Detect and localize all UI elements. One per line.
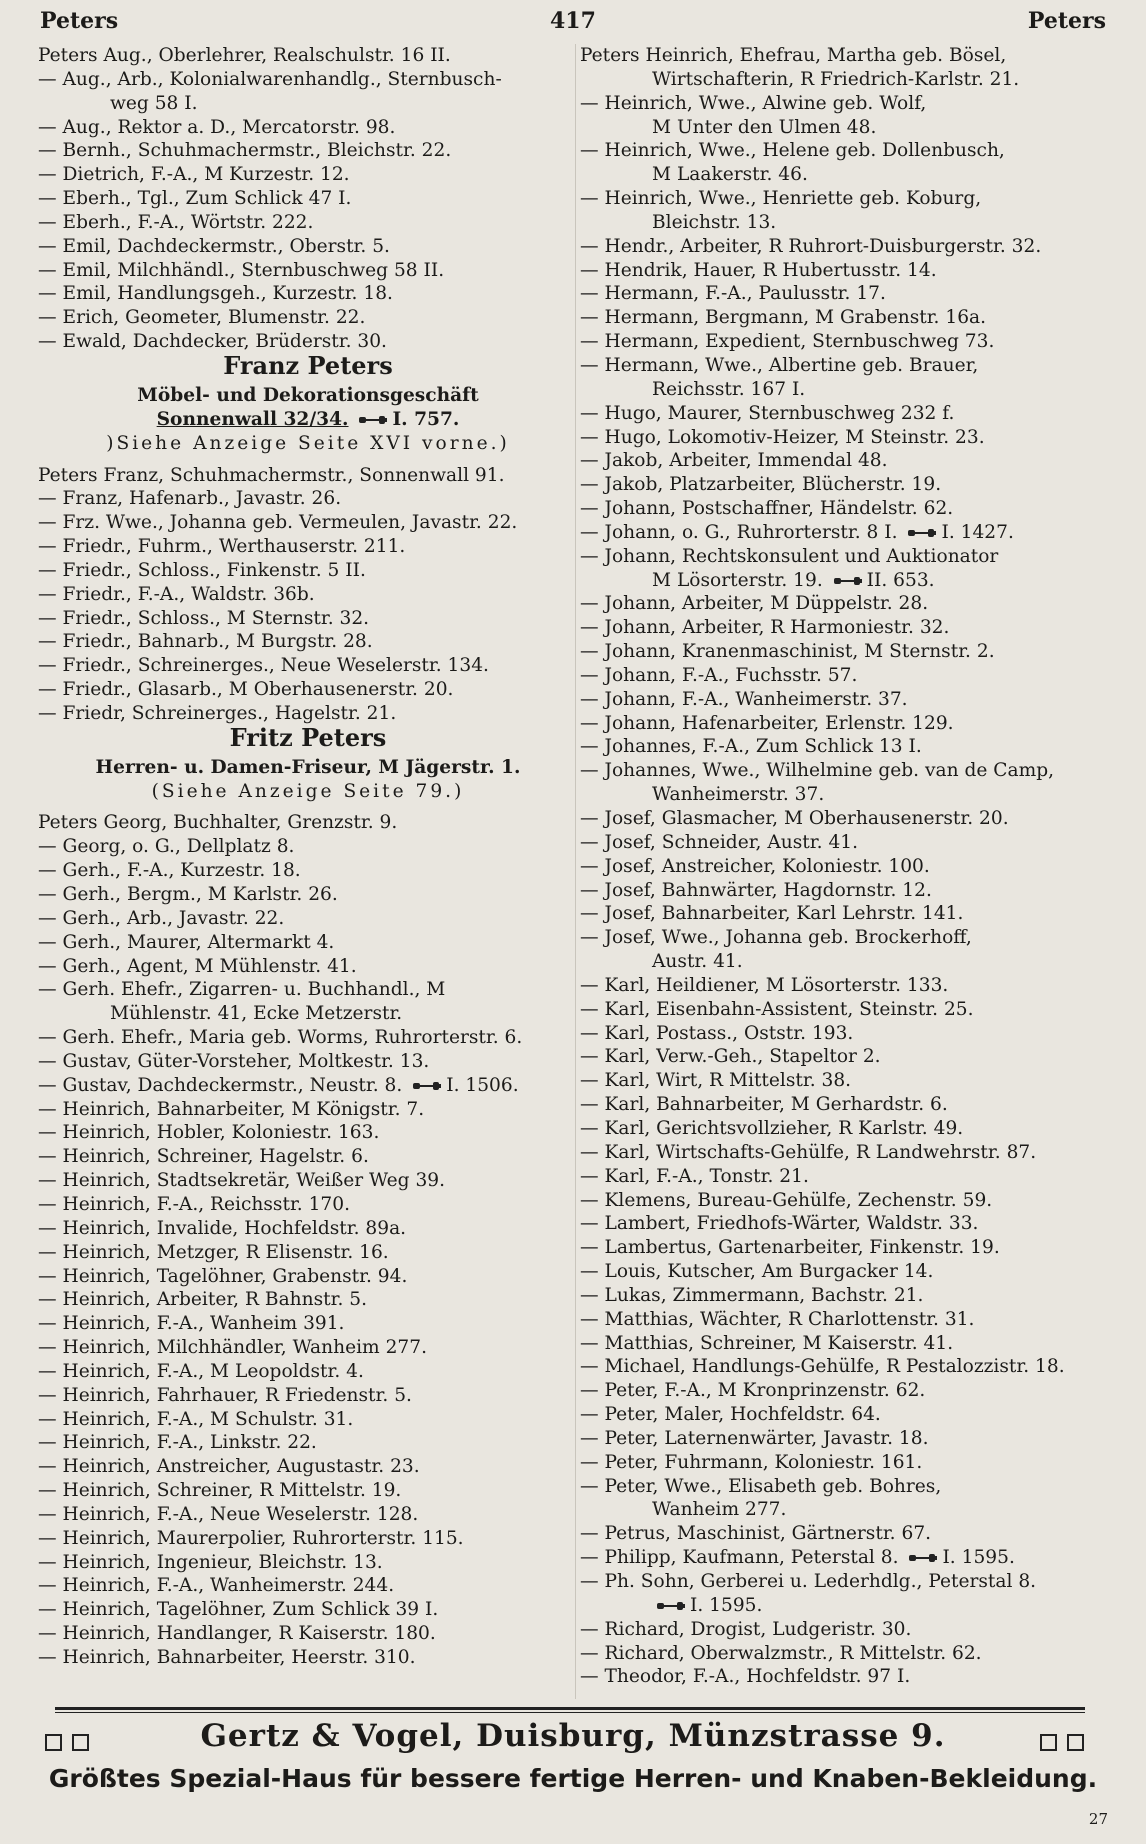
entry-text: — Michael, Handlungs-Gehülfe, R Pestalozzistr. 18. bbox=[580, 1356, 1065, 1378]
entry-text: — Johann, Kranenmaschinist, M Sternstr. 2. bbox=[580, 641, 995, 663]
directory-line bbox=[38, 978, 578, 1002]
directory-line bbox=[580, 1069, 1120, 1093]
entry-text: — Gerh., Agent, M Mühlenstr. 41. bbox=[38, 955, 357, 977]
directory-line bbox=[38, 511, 578, 535]
directory-line bbox=[580, 235, 1120, 259]
directory-line bbox=[580, 378, 1120, 402]
directory-line bbox=[38, 756, 578, 780]
directory-line bbox=[580, 712, 1120, 736]
entry-text: — Peter, Maler, Hochfeldstr. 64. bbox=[580, 1404, 881, 1426]
entry-text: — Friedr, Schreinerges., Hagelstr. 21. bbox=[38, 702, 397, 724]
directory-line bbox=[38, 1360, 578, 1384]
directory-line bbox=[580, 1022, 1120, 1046]
directory-line bbox=[580, 1618, 1120, 1642]
directory-line bbox=[38, 235, 578, 259]
directory-line bbox=[580, 664, 1120, 688]
directory-line bbox=[580, 1260, 1120, 1284]
directory-line bbox=[580, 783, 1120, 807]
entry-text: — Gerh. Ehefr., Zigarren- u. Buchhandl., M bbox=[38, 979, 446, 1001]
entry-text: — Friedr., Fuhrm., Werthauserstr. 211. bbox=[38, 536, 406, 558]
entry-text: — Heinrich, F.-A., Wanheim 391. bbox=[38, 1313, 345, 1335]
entry-text: — Hermann, Wwe., Albertine geb. Brauer, bbox=[580, 354, 979, 376]
directory-line bbox=[38, 1646, 578, 1670]
telephone-receiver-icon bbox=[358, 414, 388, 426]
directory-line bbox=[38, 1074, 578, 1098]
phone-number: I. 1427. bbox=[941, 521, 1014, 543]
directory-line bbox=[580, 1379, 1120, 1403]
directory-line bbox=[38, 92, 578, 116]
entry-text: — Friedr., Bahnarb., M Burgstr. 28. bbox=[38, 631, 373, 653]
entry-text: — Peter, F.-A., M Kronprinzenstr. 62. bbox=[580, 1380, 926, 1402]
directory-line bbox=[580, 211, 1120, 235]
entry-text: — Aug., Arb., Kolonialwarenhandlg., Sternbusch- bbox=[38, 68, 502, 90]
directory-line bbox=[38, 1241, 578, 1265]
directory-line bbox=[580, 426, 1120, 450]
directory-line bbox=[38, 1288, 578, 1312]
entry-text: — Heinrich, F.-A., Wanheimerstr. 244. bbox=[38, 1575, 395, 1597]
entry-text: — Heinrich, Schreiner, Hagelstr. 6. bbox=[38, 1146, 369, 1168]
entry-text: — Gustav, Dachdeckermstr., Neustr. 8. bbox=[38, 1074, 403, 1096]
phone-number: I. 757. bbox=[392, 408, 460, 430]
entry-text: — Heinrich, F.-A., Linkstr. 22. bbox=[38, 1432, 317, 1454]
entry-text: — Karl, F.-A., Tonstr. 21. bbox=[580, 1165, 809, 1187]
entry-text: Herren- u. Damen-Friseur, M Jägerstr. 1. bbox=[95, 756, 521, 778]
directory-line bbox=[580, 1498, 1120, 1522]
entry-text: Wirtschafterin, R Friedrich-Karlstr. 21. bbox=[652, 68, 1020, 90]
entry-text: — Friedr., F.-A., Waldstr. 36b. bbox=[38, 583, 315, 605]
directory-line bbox=[580, 592, 1120, 616]
directory-line bbox=[580, 1475, 1120, 1499]
entry-text: — Johann, Hafenarbeiter, Erlenstr. 129. bbox=[580, 712, 954, 734]
directory-line bbox=[38, 835, 578, 859]
directory-line bbox=[580, 306, 1120, 330]
directory-line bbox=[38, 931, 578, 955]
directory-line bbox=[38, 44, 578, 68]
directory-line bbox=[580, 92, 1120, 116]
directory-line bbox=[38, 456, 578, 464]
entry-text: — Heinrich, F.-A., Reichsstr. 170. bbox=[38, 1193, 351, 1215]
entry-text: — Heinrich, Wwe., Henriette geb. Koburg, bbox=[580, 188, 982, 210]
directory-line bbox=[580, 950, 1120, 974]
directory-line bbox=[38, 1384, 578, 1408]
directory-line bbox=[580, 1236, 1120, 1260]
entry-text: — Heinrich, Wwe., Alwine geb. Wolf, bbox=[580, 92, 927, 114]
directory-line bbox=[580, 1403, 1120, 1427]
entry-text: — Franz, Hafenarb., Javastr. 26. bbox=[38, 488, 342, 510]
entry-text: — Heinrich, Invalide, Hochfeldstr. 89a. bbox=[38, 1217, 407, 1239]
entry-text: — Heinrich, Hobler, Koloniestr. 163. bbox=[38, 1122, 380, 1144]
directory-line bbox=[580, 497, 1120, 521]
entry-text: — Heinrich, Fahrhauer, R Friedenstr. 5. bbox=[38, 1384, 412, 1406]
footer-rule-thin bbox=[55, 1712, 1085, 1713]
directory-line bbox=[38, 803, 578, 811]
directory-line bbox=[580, 879, 1120, 903]
entry-text: — Friedr., Schreinerges., Neue Weselerstr. 134. bbox=[38, 655, 489, 677]
directory-line bbox=[580, 330, 1120, 354]
entry-text: — Jakob, Arbeiter, Immendal 48. bbox=[580, 450, 888, 472]
directory-line bbox=[38, 464, 578, 488]
entry-text: Bleichstr. 13. bbox=[652, 211, 777, 233]
directory-line bbox=[580, 44, 1120, 68]
entry-text: — Heinrich, Ingenieur, Bleichstr. 13. bbox=[38, 1551, 383, 1573]
directory-line bbox=[580, 855, 1120, 879]
entry-text: Austr. 41. bbox=[652, 951, 743, 973]
entry-text: M Unter den Ulmen 48. bbox=[652, 116, 877, 138]
entry-text: — Heinrich, Milchhändler, Wanheim 277. bbox=[38, 1337, 427, 1359]
directory-line bbox=[38, 654, 578, 678]
entry-text: — Johann, Arbeiter, R Harmoniestr. 32. bbox=[580, 617, 950, 639]
directory-line bbox=[580, 1522, 1120, 1546]
entry-text: — Heinrich, Schreiner, R Mittelstr. 19. bbox=[38, 1480, 402, 1502]
directory-line bbox=[580, 68, 1120, 92]
directory-line bbox=[38, 955, 578, 979]
directory-line bbox=[580, 187, 1120, 211]
directory-line bbox=[38, 607, 578, 631]
entry-text: — Gerh., F.-A., Kurzestr. 18. bbox=[38, 860, 301, 882]
entry-text: — Johann, Postschaffner, Händelstr. 62. bbox=[580, 498, 954, 520]
entry-text: — Heinrich, Stadtsekretär, Weißer Weg 39. bbox=[38, 1170, 446, 1192]
directory-line bbox=[580, 735, 1120, 759]
directory-line bbox=[580, 1117, 1120, 1141]
directory-line bbox=[580, 902, 1120, 926]
directory-line bbox=[38, 630, 578, 654]
entry-text: M Laakerstr. 46. bbox=[652, 164, 808, 186]
directory-line bbox=[580, 163, 1120, 187]
entry-text: — Josef, Wwe., Johanna geb. Brockerhoff, bbox=[580, 927, 972, 949]
directory-line bbox=[38, 306, 578, 330]
directory-line bbox=[38, 1455, 578, 1479]
entry-text: — Emil, Handlungsgeh., Kurzestr. 18. bbox=[38, 283, 393, 305]
directory-line bbox=[580, 974, 1120, 998]
directory-line bbox=[38, 883, 578, 907]
directory-line bbox=[580, 807, 1120, 831]
directory-line bbox=[38, 583, 578, 607]
entry-text: — Johann, F.-A., Wanheimerstr. 37. bbox=[580, 688, 908, 710]
entry-text: — Karl, Gerichtsvollzieher, R Karlstr. 49. bbox=[580, 1117, 964, 1139]
entry-text: — Gerh., Maurer, Altermarkt 4. bbox=[38, 931, 335, 953]
entry-text: — Josef, Bahnarbeiter, Karl Lehrstr. 141. bbox=[580, 903, 964, 925]
entry-text: — Johannes, F.-A., Zum Schlick 13 I. bbox=[580, 736, 922, 758]
entry-text: — Peter, Fuhrmann, Koloniestr. 161. bbox=[580, 1451, 923, 1473]
directory-line bbox=[38, 535, 578, 559]
directory-line bbox=[38, 1503, 578, 1527]
entry-text: — Karl, Postass., Oststr. 193. bbox=[580, 1022, 854, 1044]
directory-line bbox=[580, 1212, 1120, 1236]
directory-line bbox=[580, 1189, 1120, 1213]
directory-line bbox=[580, 259, 1120, 283]
directory-line bbox=[38, 163, 578, 187]
directory-line bbox=[580, 569, 1120, 593]
entry-text: — Heinrich, Tagelöhner, Grabenstr. 94. bbox=[38, 1265, 408, 1287]
telephone-receiver-icon bbox=[907, 527, 937, 539]
entry-text: — Heinrich, Bahnarbeiter, M Königstr. 7. bbox=[38, 1098, 425, 1120]
directory-line bbox=[580, 282, 1120, 306]
directory-line bbox=[580, 1141, 1120, 1165]
page-header bbox=[0, 8, 1146, 38]
entry-text: — Heinrich, F.-A., M Schulstr. 31. bbox=[38, 1408, 354, 1430]
directory-line bbox=[38, 1574, 578, 1598]
directory-line bbox=[38, 211, 578, 235]
entry-text: Peters Heinrich, Ehefrau, Martha geb. Bösel, bbox=[580, 45, 1007, 66]
directory-line bbox=[38, 1408, 578, 1432]
entry-text: — Louis, Kutscher, Am Burgacker 14. bbox=[580, 1261, 934, 1283]
entry-text: )Siehe Anzeige Seite XVI vorne.) bbox=[106, 432, 510, 454]
entry-text: — Hendr., Arbeiter, R Ruhrort-Duisburgerstr. 32. bbox=[580, 235, 1042, 257]
directory-line bbox=[38, 780, 578, 804]
directory-line bbox=[38, 1431, 578, 1455]
entry-text: — Heinrich, F.-A., Neue Weselerstr. 128. bbox=[38, 1503, 419, 1525]
directory-line bbox=[580, 473, 1120, 497]
header-left: Peters bbox=[40, 8, 119, 34]
directory-line bbox=[38, 408, 578, 432]
directory-line bbox=[580, 116, 1120, 140]
entry-text: — Ph. Sohn, Gerberei u. Lederhdlg., Peterstal 8. bbox=[580, 1571, 1037, 1592]
entry-text: — Peter, Laternenwärter, Javastr. 18. bbox=[580, 1427, 929, 1449]
entry-text: — Heinrich, Tagelöhner, Zum Schlick 39 I. bbox=[38, 1599, 439, 1621]
directory-line bbox=[38, 350, 578, 384]
entry-text: — Hugo, Maurer, Sternbuschweg 232 f. bbox=[580, 402, 955, 424]
directory-line bbox=[580, 1332, 1120, 1356]
phone-number: II. 653. bbox=[866, 569, 935, 591]
entry-text: — Gustav, Güter-Vorsteher, Moltkestr. 13. bbox=[38, 1050, 430, 1072]
telephone-receiver-icon bbox=[656, 1600, 686, 1612]
entry-text: — Klemens, Bureau-Gehülfe, Zechenstr. 59. bbox=[580, 1189, 993, 1211]
entry-text: — Georg, o. G., Dellplatz 8. bbox=[38, 836, 295, 858]
entry-text: — Karl, Wirtschafts-Gehülfe, R Landwehrstr. 87. bbox=[580, 1141, 1037, 1163]
left-column bbox=[38, 44, 578, 1670]
entry-text: — Frz. Wwe., Johanna geb. Vermeulen, Javastr. 22. bbox=[38, 512, 518, 534]
directory-line bbox=[38, 907, 578, 931]
entry-text: — Karl, Bahnarbeiter, M Gerhardstr. 6. bbox=[580, 1094, 948, 1116]
header-page-number: 417 bbox=[550, 8, 596, 34]
entry-text: — Erich, Geometer, Blumenstr. 22. bbox=[38, 307, 366, 329]
signature-number: 27 bbox=[1088, 1810, 1108, 1828]
directory-line bbox=[580, 1045, 1120, 1069]
entry-text: — Bernh., Schuhmachermstr., Bleichstr. 22. bbox=[38, 140, 452, 162]
directory-line bbox=[38, 559, 578, 583]
entry-text: — Johann, F.-A., Fuchsstr. 57. bbox=[580, 664, 858, 686]
directory-line bbox=[38, 1265, 578, 1289]
phone-number: I. 1506. bbox=[446, 1074, 519, 1096]
right-column bbox=[580, 44, 1120, 1689]
telephone-receiver-icon bbox=[908, 1552, 938, 1564]
entry-text: — Heinrich, Arbeiter, R Bahnstr. 5. bbox=[38, 1289, 368, 1311]
entry-text: — Theodor, F.-A., Hochfeldstr. 97 I. bbox=[580, 1666, 911, 1688]
entry-text: — Friedr., Glasarb., M Oberhausenerstr. 20. bbox=[38, 679, 454, 701]
directory-line bbox=[580, 521, 1120, 545]
directory-line bbox=[580, 545, 1120, 569]
entry-text: — Philipp, Kaufmann, Peterstal 8. bbox=[580, 1547, 899, 1569]
entry-text: — Johann, Arbeiter, M Düppelstr. 28. bbox=[580, 593, 929, 615]
entry-text: — Ewald, Dachdecker, Brüderstr. 30. bbox=[38, 331, 387, 353]
entry-text: — Lukas, Zimmermann, Bachstr. 21. bbox=[580, 1284, 924, 1306]
entry-text: weg 58 I. bbox=[110, 92, 198, 114]
header-right: Peters bbox=[1027, 8, 1106, 34]
entry-text: — Johann, Rechtskonsulent und Auktionator bbox=[580, 545, 999, 567]
directory-line bbox=[38, 859, 578, 883]
telephone-receiver-icon bbox=[412, 1080, 442, 1092]
entry-text: — Karl, Heildiener, M Lösorterstr. 133. bbox=[580, 974, 949, 996]
entry-text: — Hermann, Expedient, Sternbuschweg 73. bbox=[580, 331, 995, 353]
entry-text: — Heinrich, Bahnarbeiter, Heerstr. 310. bbox=[38, 1647, 416, 1668]
entry-text: Fritz Peters bbox=[229, 722, 387, 752]
directory-line bbox=[38, 1169, 578, 1193]
directory-line bbox=[38, 1551, 578, 1575]
entry-text: — Dietrich, F.-A., M Kurzestr. 12. bbox=[38, 164, 350, 186]
directory-line bbox=[580, 139, 1120, 163]
entry-text: — Friedr., Schloss., M Sternstr. 32. bbox=[38, 607, 370, 629]
directory-line bbox=[38, 1217, 578, 1241]
directory-line bbox=[38, 678, 578, 702]
entry-text: — Heinrich, Maurerpolier, Ruhrorterstr. 115. bbox=[38, 1527, 464, 1549]
directory-line bbox=[38, 811, 578, 835]
directory-line bbox=[580, 449, 1120, 473]
entry-text: — Matthias, Wächter, R Charlottenstr. 31. bbox=[580, 1308, 975, 1330]
entry-text: — Eberh., F.-A., Wörtstr. 222. bbox=[38, 211, 314, 233]
directory-line bbox=[38, 116, 578, 140]
entry-text: — Karl, Eisenbahn-Assistent, Steinstr. 25. bbox=[580, 998, 974, 1020]
telephone-receiver-icon bbox=[833, 575, 863, 587]
directory-line bbox=[38, 282, 578, 306]
directory-line bbox=[580, 1665, 1120, 1689]
entry-text: — Gerh., Arb., Javastr. 22. bbox=[38, 907, 285, 929]
directory-line bbox=[38, 384, 578, 408]
entry-text: — Lambert, Friedhofs-Wärter, Waldstr. 33. bbox=[580, 1213, 979, 1235]
entry-text: Peters Aug., Oberlehrer, Realschulstr. 16 II. bbox=[38, 45, 451, 66]
entry-text: — Josef, Schneider, Austr. 41. bbox=[580, 831, 859, 853]
entry-text: — Eberh., Tgl., Zum Schlick 47 I. bbox=[38, 188, 352, 210]
directory-line bbox=[580, 1308, 1120, 1332]
directory-line bbox=[38, 722, 578, 756]
entry-text: — Josef, Glasmacher, M Oberhausenerstr. 20. bbox=[580, 808, 1009, 829]
entry-text: — Josef, Bahnwärter, Hagdornstr. 12. bbox=[580, 879, 932, 901]
directory-line bbox=[38, 1145, 578, 1169]
entry-text: — Gerh. Ehefr., Maria geb. Worms, Ruhrorterstr. 6. bbox=[38, 1027, 523, 1049]
directory-line bbox=[38, 432, 578, 456]
directory-line bbox=[580, 1427, 1120, 1451]
entry-text: — Heinrich, Handlanger, R Kaiserstr. 180. bbox=[38, 1623, 436, 1645]
directory-line bbox=[38, 259, 578, 283]
entry-text: — Richard, Drogist, Ludgeristr. 30. bbox=[580, 1618, 912, 1640]
entry-text: Wanheim 277. bbox=[652, 1499, 787, 1521]
entry-text: — Emil, Dachdeckermstr., Oberstr. 5. bbox=[38, 235, 390, 257]
entry-text: — Gerh., Bergm., M Karlstr. 26. bbox=[38, 884, 338, 905]
directory-line bbox=[580, 926, 1120, 950]
directory-line bbox=[38, 68, 578, 92]
directory-line bbox=[580, 831, 1120, 855]
entry-text: — Peter, Wwe., Elisabeth geb. Bohres, bbox=[580, 1475, 942, 1497]
directory-line bbox=[38, 1026, 578, 1050]
entry-text: — Karl, Verw.-Geh., Stapeltor 2. bbox=[580, 1046, 881, 1068]
entry-text: — Hugo, Lokomotiv-Heizer, M Steinstr. 23. bbox=[580, 426, 985, 448]
entry-text: — Heinrich, F.-A., M Leopoldstr. 4. bbox=[38, 1360, 364, 1382]
directory-line bbox=[38, 1312, 578, 1336]
directory-line bbox=[580, 1594, 1120, 1618]
directory-line bbox=[38, 487, 578, 511]
entry-text: M Lösorterstr. 19. bbox=[652, 569, 823, 591]
directory-line bbox=[38, 1527, 578, 1551]
directory-line bbox=[580, 1093, 1120, 1117]
entry-text: — Aug., Rektor a. D., Mercatorstr. 98. bbox=[38, 116, 396, 138]
directory-line bbox=[38, 187, 578, 211]
footer-ad-headline: Gertz & Vogel, Duisburg, Münzstrasse 9. bbox=[200, 1718, 946, 1754]
entry-text: — Karl, Wirt, R Mittelstr. 38. bbox=[580, 1070, 852, 1092]
entry-text: — Jakob, Platzarbeiter, Blücherstr. 19. bbox=[580, 474, 942, 496]
directory-line bbox=[38, 1336, 578, 1360]
entry-text: — Hermann, F.-A., Paulusstr. 17. bbox=[580, 283, 886, 305]
entry-text: — Emil, Milchhändl., Sternbuschweg 58 II. bbox=[38, 259, 445, 281]
entry-text: — Petrus, Maschinist, Gärtnerstr. 67. bbox=[580, 1523, 932, 1545]
directory-line bbox=[38, 1598, 578, 1622]
entry-text: — Johannes, Wwe., Wilhelmine geb. van de Camp, bbox=[580, 760, 1055, 782]
directory-line bbox=[580, 688, 1120, 712]
directory-line bbox=[580, 1451, 1120, 1475]
directory-line bbox=[38, 1193, 578, 1217]
entry-text: Peters Franz, Schuhmachermstr., Sonnenwall 91. bbox=[38, 464, 505, 486]
entry-text: — Friedr., Schloss., Finkenstr. 5 II. bbox=[38, 559, 366, 581]
directory-line bbox=[580, 1546, 1120, 1570]
entry-text: — Josef, Anstreicher, Koloniestr. 100. bbox=[580, 855, 930, 877]
directory-line bbox=[38, 1002, 578, 1026]
entry-text: — Lambertus, Gartenarbeiter, Finkenstr. 19. bbox=[580, 1237, 1000, 1259]
directory-line bbox=[38, 1098, 578, 1122]
directory-line bbox=[580, 1165, 1120, 1189]
entry-text: Mühlenstr. 41, Ecke Metzerstr. bbox=[110, 1003, 403, 1025]
entry-text: — Hendrik, Hauer, R Hubertusstr. 14. bbox=[580, 259, 937, 281]
entry-text: Möbel- und Dekorationsgeschäft bbox=[137, 384, 479, 406]
entry-text: Wanheimerstr. 37. bbox=[652, 784, 825, 806]
directory-line bbox=[580, 759, 1120, 783]
directory-line bbox=[38, 1622, 578, 1646]
entry-text: Franz Peters bbox=[223, 350, 393, 380]
directory-line bbox=[580, 616, 1120, 640]
directory-line bbox=[580, 402, 1120, 426]
entry-text: — Heinrich, Anstreicher, Augustastr. 23. bbox=[38, 1456, 420, 1478]
phone-number: I. 1595. bbox=[690, 1594, 763, 1616]
phone-number: I. 1595. bbox=[942, 1547, 1015, 1569]
directory-line bbox=[580, 1570, 1120, 1594]
entry-text: — Johann, o. G., Ruhrorterstr. 8 I. bbox=[580, 521, 898, 543]
footer-rule bbox=[55, 1707, 1085, 1710]
entry-text: — Richard, Oberwalzmstr., R Mittelstr. 62. bbox=[580, 1642, 982, 1664]
entry-text: — Hermann, Bergmann, M Grabenstr. 16a. bbox=[580, 307, 987, 329]
directory-line bbox=[580, 1355, 1120, 1379]
directory-line bbox=[580, 1642, 1120, 1666]
directory-line bbox=[38, 1479, 578, 1503]
directory-line bbox=[38, 139, 578, 163]
directory-line bbox=[38, 1050, 578, 1074]
entry-text: Peters Georg, Buchhalter, Grenzstr. 9. bbox=[38, 812, 398, 834]
entry-text: — Heinrich, Wwe., Helene geb. Dollenbusch, bbox=[580, 140, 1005, 162]
footer-ad-tagline: Größtes Spezial-Haus für bessere fertige Herren- und Knaben-Bekleidung. bbox=[48, 1764, 1098, 1793]
directory-line bbox=[580, 640, 1120, 664]
directory-line bbox=[38, 1121, 578, 1145]
directory-line bbox=[580, 354, 1120, 378]
entry-text: Reichsstr. 167 I. bbox=[652, 378, 806, 400]
directory-line bbox=[580, 1284, 1120, 1308]
entry-text: Sonnenwall 32/34. bbox=[156, 408, 349, 430]
entry-text: — Matthias, Schreiner, M Kaiserstr. 41. bbox=[580, 1332, 954, 1354]
entry-text: (Siehe Anzeige Seite 79.) bbox=[151, 780, 465, 802]
directory-line bbox=[580, 998, 1120, 1022]
entry-text: — Heinrich, Metzger, R Elisenstr. 16. bbox=[38, 1241, 389, 1263]
